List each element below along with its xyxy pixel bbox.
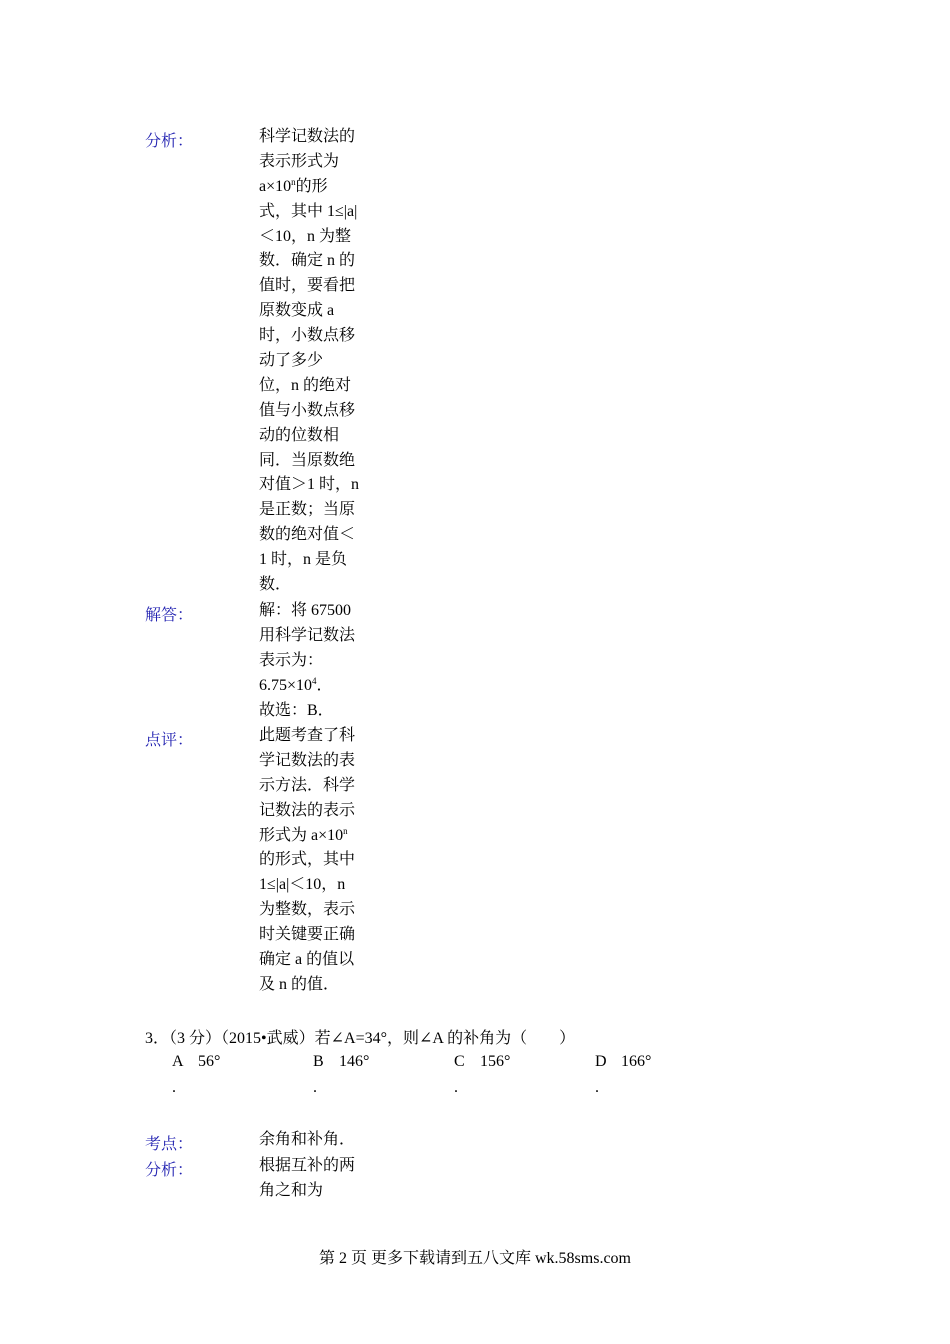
analysis-3-text	[259, 1154, 367, 1204]
option-a	[172, 1053, 221, 1096]
answer-line: 解：将 67500	[259, 602, 352, 619]
option-value: 56°	[198, 1053, 221, 1070]
analysis-line: 原数变成 a	[259, 302, 335, 320]
analysis-line: 表示形式为	[259, 152, 340, 170]
analysis-line: 科学记数法的	[259, 128, 356, 145]
analysis-line: 值与小数点移	[259, 401, 356, 419]
analysis-line: 值时，要看把	[259, 277, 356, 295]
option-c	[454, 1053, 511, 1096]
option-letter: C	[454, 1053, 465, 1070]
page-footer: 第 2 页 更多下载请到五八文库 wk.58sms.com	[318, 1250, 631, 1267]
key-point-line: 余角和补角．	[259, 1131, 356, 1148]
option-dot: .	[172, 1079, 176, 1096]
analysis-line: 数．	[259, 576, 292, 594]
analysis-line: ＜10，n 为整	[259, 227, 352, 245]
comment-line: 示方法．科学	[259, 776, 356, 794]
option-letter: D	[595, 1053, 607, 1070]
question-3-text: 3．（3 分）（2015•武威）若∠A=34°，则∠A 的补角为（ ）	[145, 1030, 576, 1047]
analysis-3-line: 角之和为	[259, 1181, 324, 1199]
key-point-text	[259, 1128, 367, 1153]
comment-line: 的形式，其中	[259, 851, 356, 869]
comment-text	[259, 724, 367, 998]
option-value: 146°	[339, 1053, 370, 1070]
comment-line-formula: 形式为 $a\times 10^n$	[259, 825, 348, 844]
option-dot: .	[595, 1079, 599, 1096]
option-dot: .	[313, 1079, 317, 1096]
analysis-line-formula: $a\times 10^n$的形	[259, 176, 328, 195]
analysis-line: 同．当原数绝	[259, 451, 356, 469]
answer-line: 故选：B．	[259, 701, 334, 719]
analysis-line: 动了多少	[259, 352, 324, 370]
analysis-line: 时，小数点移	[259, 327, 356, 345]
key-point-label: 考点：	[145, 1136, 194, 1153]
answer-line-formula: $6.75\times 10^4$．	[259, 675, 333, 694]
comment-line: 时关键要正确	[259, 926, 356, 944]
analysis-3-label: 分析：	[145, 1162, 194, 1179]
option-letter: A	[172, 1053, 184, 1070]
comment-line: 1≤|a|＜10，n	[259, 876, 346, 894]
option-d	[595, 1053, 652, 1096]
comment-line: 记数法的表示	[259, 801, 356, 819]
option-letter: B	[313, 1053, 324, 1070]
comment-line: 及 n 的值．	[259, 975, 340, 993]
comment-line: 为整数，表示	[259, 901, 356, 919]
analysis-line: 动的位数相	[259, 426, 340, 444]
analysis-line: 数．确定 n 的	[259, 252, 356, 270]
analysis-line: 位，n 的绝对	[259, 376, 352, 394]
answer-label: 解答：	[145, 607, 194, 624]
option-value: 156°	[480, 1053, 511, 1070]
analysis-line: 式，其中 1≤|a|	[259, 202, 358, 220]
answer-line: 表示为：	[259, 651, 324, 669]
comment-line: 学记数法的表	[259, 751, 356, 769]
option-dot: .	[454, 1079, 458, 1096]
comment-line: 确定 a 的值以	[259, 951, 355, 969]
option-b	[313, 1053, 370, 1096]
analysis-line: 1 时，n 是负	[259, 551, 348, 569]
analysis-3-line: 根据互补的两	[259, 1157, 356, 1174]
analysis-line: 数的绝对值＜	[259, 526, 356, 544]
comment-label: 点评：	[145, 732, 194, 749]
option-value: 166°	[621, 1053, 652, 1070]
analysis-line: 是正数；当原	[259, 501, 356, 519]
analysis-line: 对值＞1 时，n	[259, 476, 360, 494]
analysis-text	[259, 125, 367, 598]
answer-text	[259, 599, 367, 723]
comment-line: 此题考查了科	[259, 727, 356, 744]
answer-line: 用科学记数法	[259, 626, 356, 644]
analysis-label: 分析：	[145, 133, 194, 150]
